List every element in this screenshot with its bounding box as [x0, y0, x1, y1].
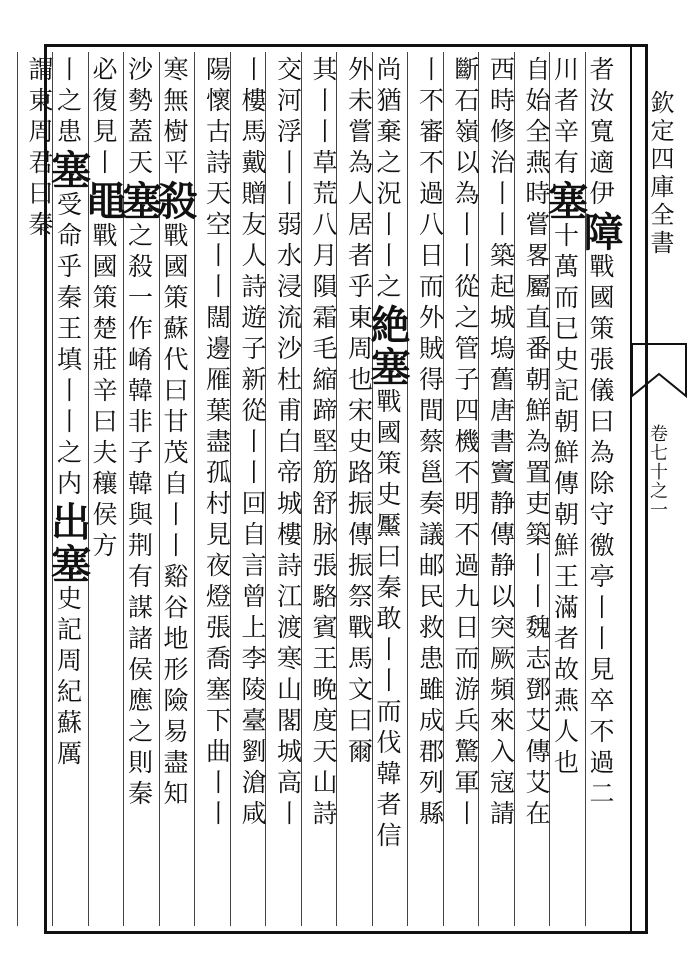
column-text: 寒無樹平 [160, 56, 189, 180]
text-column [480, 56, 514, 916]
text-column [80, 56, 127, 916]
text-column [196, 56, 230, 916]
margin-band [630, 44, 686, 934]
fish-tail-ornament [632, 344, 686, 396]
column-text: 自始全燕時嘗畧屬直番朝鮮為置吏築丨丨魏志鄧艾傳艾在 [522, 56, 551, 831]
text-column [19, 56, 53, 916]
text-column [303, 56, 337, 916]
entry-heading: 障 [577, 211, 624, 253]
column-text: 史記周紀蘇厲 [53, 585, 83, 771]
column-text: 之殺一作崤韓非子韓與荆有謀諸侯應之則秦 [124, 222, 154, 811]
text-column [267, 56, 301, 916]
text-column [44, 56, 92, 916]
column-text: 受命乎秦王填丨丨之内 [53, 191, 83, 501]
text-column [577, 56, 624, 916]
column-text: 其丨丨草荒八月隕霜毛縮蹄堅筋舒脉張駱賓王晚度天山詩 [309, 56, 338, 831]
text-column [541, 56, 589, 916]
column-text: 東周也宋史路振傳振祭戰馬文曰爾 [344, 304, 374, 769]
entry-heading: 塞 [115, 180, 163, 222]
entry-heading: 塞 [44, 149, 92, 191]
column-text: 必復見丨 [89, 56, 118, 180]
column-text: 戰國策楚莊辛曰夫穰侯方 [89, 222, 118, 563]
entry-heading: 出塞 [44, 501, 92, 585]
text-column [151, 56, 198, 916]
text-column [516, 56, 550, 916]
column-text: 戰國策史黶曰秦敢丨丨而伐韓者信 [373, 388, 402, 853]
column-text: 丨之患 [53, 56, 83, 149]
entry-heading: 黽 [80, 180, 127, 222]
column-text: 戰國策蘇代曰甘茂自丨丨谿谷地形險易盡知 [160, 222, 189, 811]
volume-label: 卷七十之一 [647, 424, 668, 519]
column-rule [17, 52, 18, 926]
column-text: 者汝寬適伊 [586, 56, 615, 211]
text-column [409, 56, 443, 916]
column-rule [407, 52, 408, 926]
column-text: 十萬而已史記朝鮮傳朝鮮王滿者故燕人也 [550, 222, 580, 780]
column-text: 外未嘗為人居者乎 [344, 56, 374, 304]
column-text: 丨樓馬戴贈友人詩遊子新從丨丨回自言曾上李陵臺劉滄咸 [238, 56, 267, 831]
text-column [445, 56, 479, 916]
column-text: 斷石嶺以為丨丨從之管子四機不明不過九日而游兵驚軍丨 [451, 56, 480, 831]
entry-heading: 絶塞 [364, 304, 411, 388]
text-column [338, 56, 372, 916]
text-column [115, 56, 163, 916]
entry-heading: 殺 [151, 180, 198, 222]
text-column [232, 56, 266, 916]
column-text: 謂東周君曰秦 [25, 56, 54, 242]
column-text: 丨不審不過八日而外賊得間蔡邕奏議邮民救患雖成郡列縣 [415, 56, 445, 831]
column-text: 西時修治丨丨築起城塢舊唐書竇静傳静以突厥頻來入寇請 [486, 56, 516, 831]
column-text: 陽懷古詩天空丨丨闊邊雁葉盡孤村見夜燈張喬塞下曲丨丨 [202, 56, 232, 831]
column-text: 川者辛有 [550, 56, 580, 180]
column-text: 尚猶棄之況丨丨之 [373, 56, 402, 304]
column-text: 交河浮丨丨弱水浸流沙杜甫白帝城樓詩江渡寒山閣城高丨 [273, 56, 303, 831]
text-column [364, 56, 411, 916]
entry-heading: 塞 [541, 180, 589, 222]
book-title: 欽定四庫全書 [646, 90, 674, 258]
column-text: 戰國策張儀曰為除守徼亭丨丨見卒不過二 [586, 253, 615, 811]
column-text: 沙勢蓋天 [124, 56, 154, 180]
